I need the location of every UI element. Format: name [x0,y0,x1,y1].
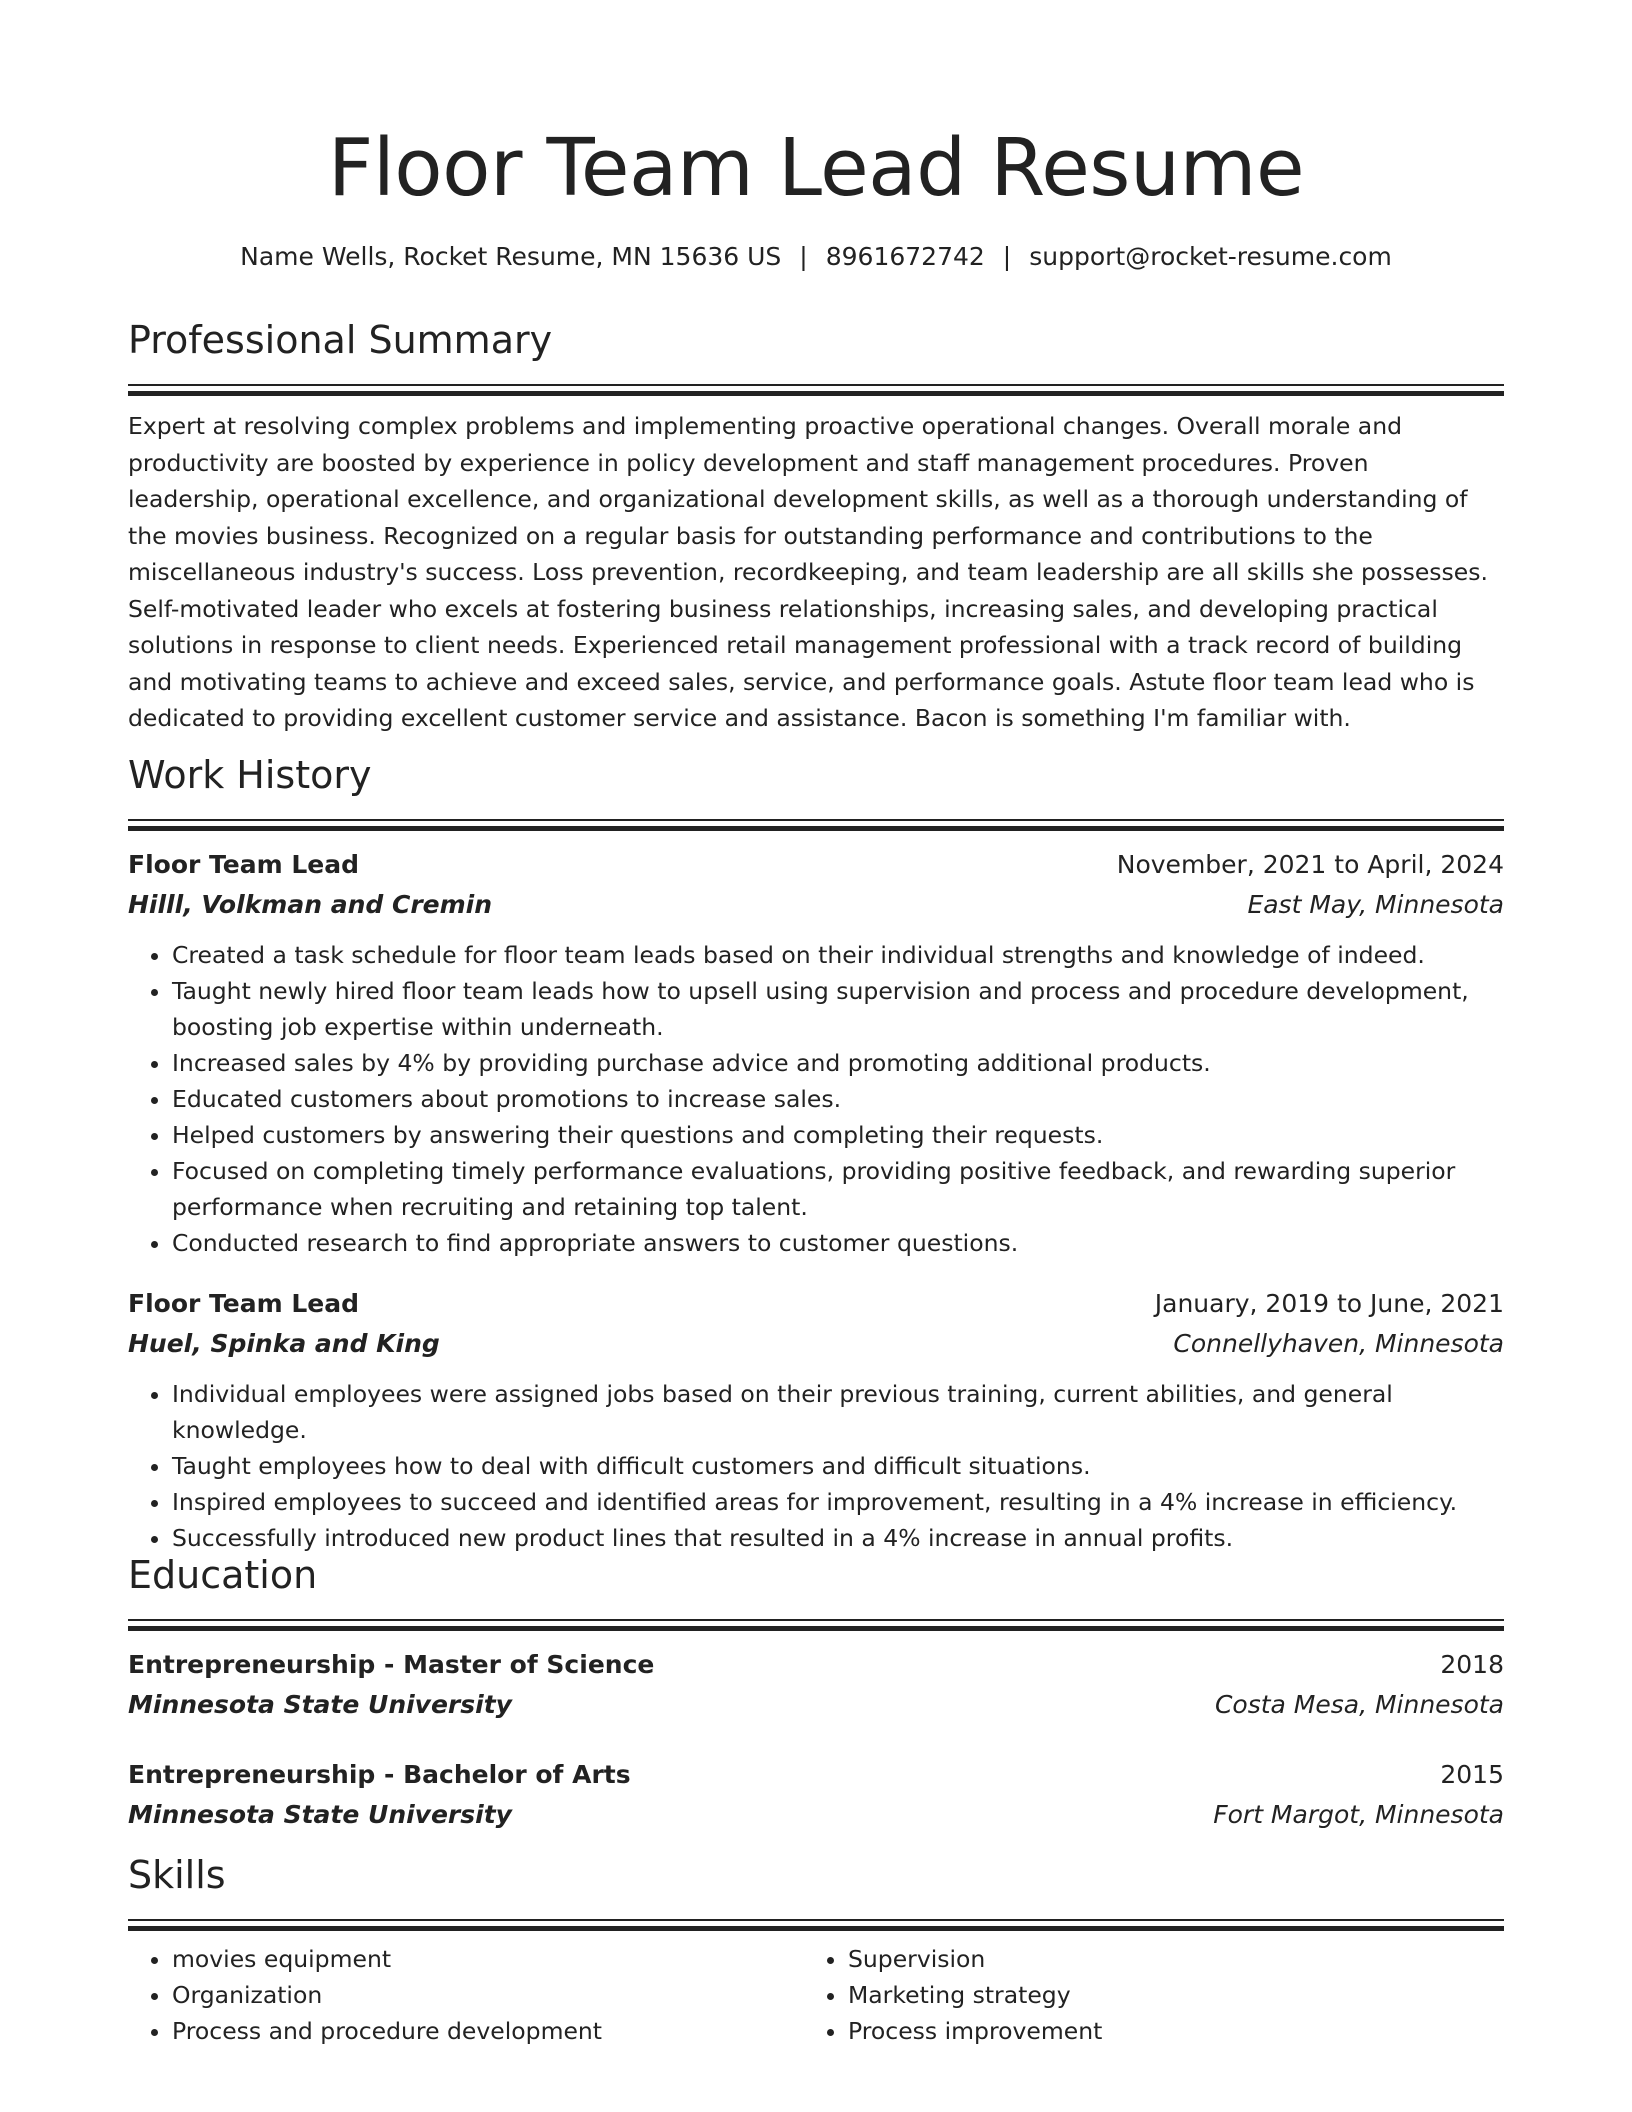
skills-grid [128,1941,1504,2049]
section-rule [128,1919,1504,1931]
job-company: Hilll, Volkman and Cremin [128,890,493,919]
skill-item: • movies equipment [172,1941,804,1977]
work-history-section [128,751,1504,1261]
contact-separator: | [1002,242,1012,271]
section-heading-education: Education [128,1553,318,1597]
skills-column-left [128,1941,804,2049]
job-bullets [128,1376,1504,1556]
education-entry [128,1645,1504,1725]
skills-section [128,1851,1504,2049]
list-item: • Inspired employees to succeed and identified areas for improvement, resulting in a 4% increase in efficiency. [172,1484,1504,1520]
degree: Entrepreneurship - Master of Science [128,1650,655,1679]
contact-phone: 8961672742 [825,242,985,271]
job-location: East May, Minnesota [1247,890,1504,919]
job-title: Floor Team Lead [128,1289,359,1318]
contact-address: Name Wells, Rocket Resume, MN 15636 US [240,242,782,271]
section-heading-summary: Professional Summary [128,318,553,362]
skill-item: • Process improvement [848,2013,1480,2049]
job-bullets [128,937,1504,1261]
school: Minnesota State University [128,1800,512,1829]
summary-text: Expert at resolving complex problems and implementing proactive operational changes. Overall morale and productivity are boosted by experience in policy development and staff management procedures. Proven leadership, operational excellence, and organizational development skills, as well as a thorough understanding of the movies business. Recognized on a regular basis for outstanding performance and contributions to the miscellaneous industry's success. Loss prevention, recordkeeping, and team leadership are all skills she possesses. Self-motivated leader who excels at fostering business relationships, increasing sales, and developing practical solutions in response to client needs. Experienced retail management professional with a track record of building and motivating teams to achieve and exceed sales, service, and performance goals. Astute floor team lead who is dedicated to providing excellent customer service and assistance. Bacon is something I'm familiar with. [128,412,1488,732]
job-dates: November, 2021 to April, 2024 [1116,850,1504,879]
education-section [128,1551,1504,1835]
section-heading-skills: Skills [128,1853,226,1897]
skill-item: • Process and procedure development [172,2013,804,2049]
list-item: • Individual employees were assigned jobs based on their previous training, current abilities, and general knowledge. [172,1376,1504,1448]
job-company: Huel, Spinka and King [128,1329,440,1358]
list-item: • Conducted research to find appropriate answers to customer questions. [172,1225,1504,1261]
education-entry [128,1755,1504,1835]
section-rule [128,819,1504,831]
list-item: • Taught employees how to deal with difficult customers and difficult situations. [172,1448,1504,1484]
list-item: • Successfully introduced new product lines that resulted in a 4% increase in annual profits. [172,1520,1504,1556]
skill-item: • Organization [172,1977,804,2013]
skill-item: • Supervision [848,1941,1480,1977]
list-item: • Educated customers about promotions to increase sales. [172,1081,1504,1117]
graduation-year: 2015 [1440,1760,1504,1789]
contact-email: support@rocket-resume.com [1029,242,1392,271]
list-item: • Increased sales by 4% by providing purchase advice and promoting additional products. [172,1045,1504,1081]
skill-item: • Marketing strategy [848,1977,1480,2013]
school-location: Fort Margot, Minnesota [1213,1800,1504,1829]
school-location: Costa Mesa, Minnesota [1214,1690,1504,1719]
skills-column-right [804,1941,1480,2049]
section-heading-work: Work History [128,753,372,797]
summary-section [128,316,1504,737]
section-rule [128,384,1504,396]
job-title: Floor Team Lead [128,850,359,879]
job-location: Connellyhaven, Minnesota [1173,1329,1504,1358]
list-item: • Helped customers by answering their questions and completing their requests. [172,1117,1504,1153]
section-rule [128,1619,1504,1631]
school: Minnesota State University [128,1690,512,1719]
job-entry [128,845,1504,1261]
job-entry [128,1284,1504,1556]
degree: Entrepreneurship - Bachelor of Arts [128,1760,631,1789]
job-dates: January, 2019 to June, 2021 [1154,1289,1504,1318]
contact-separator: | [799,242,808,271]
resume-title: Floor Team Lead Resume [327,122,1305,214]
list-item: • Created a task schedule for floor team leads based on their individual strengths and knowledge of indeed. [172,937,1504,973]
list-item: • Focused on completing timely performance evaluations, providing positive feedback, and rewarding superior performance when recruiting and retaining top talent. [172,1153,1504,1225]
graduation-year: 2018 [1440,1650,1504,1679]
list-item: • Taught newly hired floor team leads how to upsell using supervision and process and procedure development, boosting job expertise within underneath. [172,973,1504,1045]
contact-line [128,240,1504,274]
